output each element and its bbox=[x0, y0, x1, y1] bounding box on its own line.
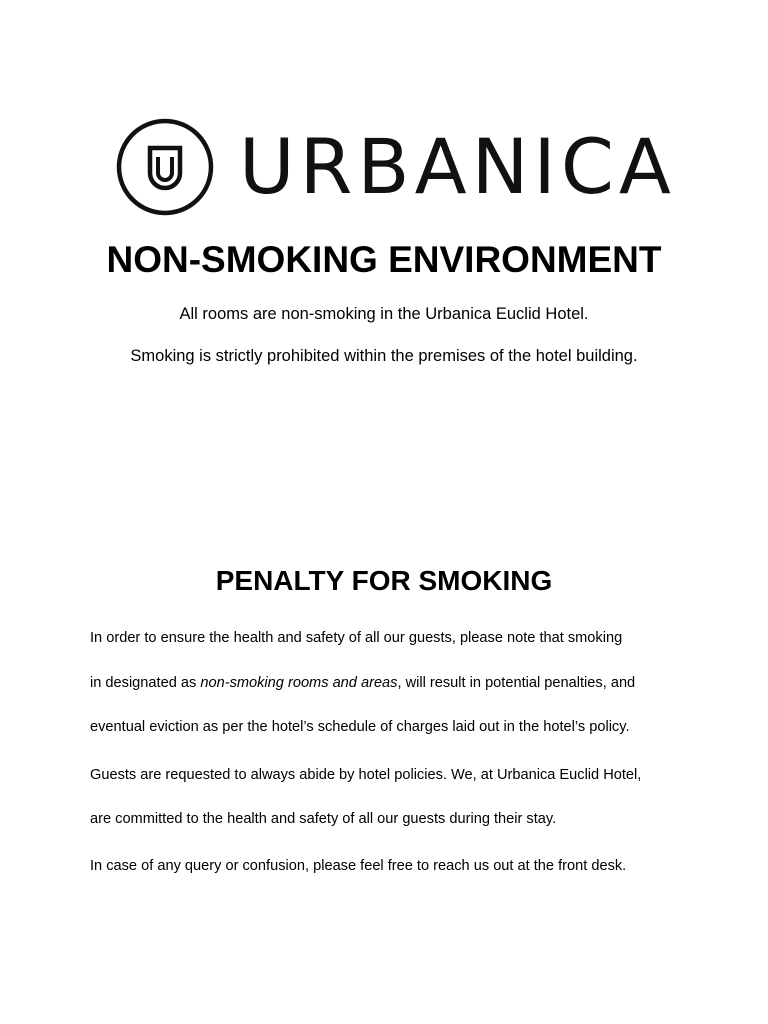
primary-heading: NON-SMOKING ENVIRONMENT bbox=[106, 239, 662, 280]
body-line-with-emphasis bbox=[90, 673, 700, 693]
emphasis-text: non-smoking rooms and areas bbox=[200, 675, 398, 691]
intro-line: All rooms are non-smoking in the Urbanica Euclid Hotel. bbox=[179, 305, 589, 323]
body-text: in designated as bbox=[90, 675, 201, 691]
body-line: In case of any query or confusion, please feel free to reach us out at the front desk. bbox=[90, 858, 627, 874]
body-line: In order to ensure the health and safety of all our guests, please note that smoking bbox=[90, 630, 623, 646]
urbanica-logo bbox=[115, 117, 676, 217]
body-text: , will result in potential penalties, and bbox=[397, 675, 636, 691]
urbanica-u-circle-logo-icon bbox=[115, 117, 215, 217]
body-line: Guests are requested to always abide by hotel policies. We, at Urbanica Euclid Hotel, bbox=[90, 767, 642, 783]
body-line: eventual eviction as per the hotel’s schedule of charges laid out in the hotel’s policy. bbox=[90, 719, 630, 735]
brand-wordmark: URBANICA bbox=[239, 122, 676, 211]
secondary-heading: PENALTY FOR SMOKING bbox=[215, 565, 553, 596]
intro-line: Smoking is strictly prohibited within the premises of the hotel building. bbox=[130, 347, 638, 365]
body-line: are committed to the health and safety of all our guests during their stay. bbox=[90, 811, 557, 827]
